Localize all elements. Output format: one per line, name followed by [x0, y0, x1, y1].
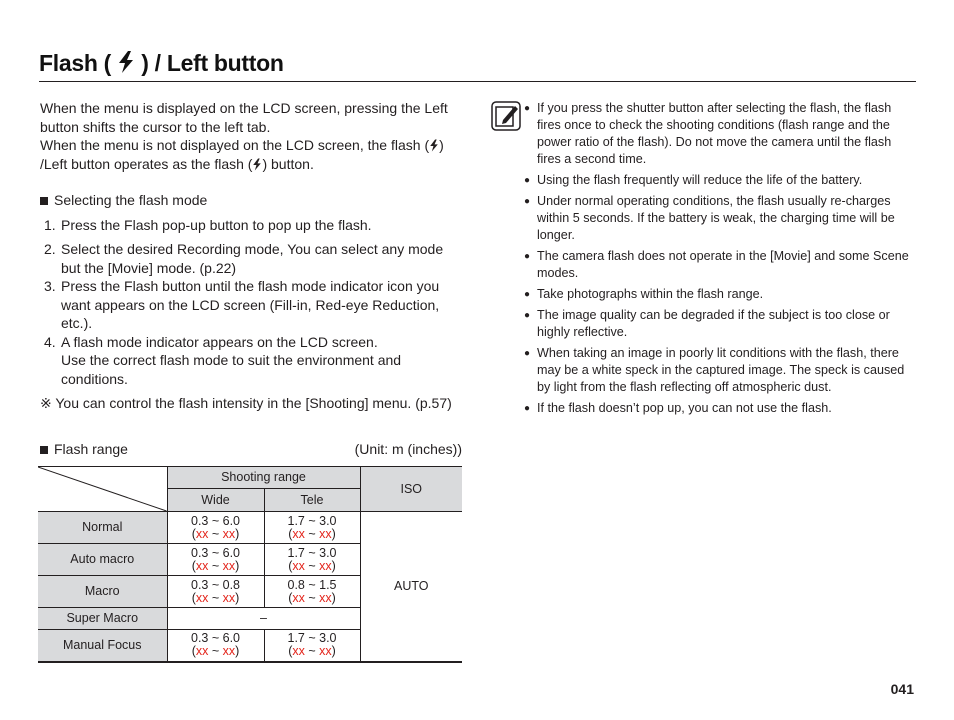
note-item: ● If you press the shutter button after selecting the flash, the flash fires once to check the shooting conditions (flash range and the power ratio of the flash). Do not move the camera until the flash fires a second time.: [524, 100, 916, 168]
tele-value: 1.7 ~ 3.0 (xx ~ xx): [264, 512, 360, 544]
iso-value: AUTO: [360, 512, 462, 662]
square-bullet-icon: [40, 446, 48, 454]
table-row: [38, 512, 462, 544]
shooting-range-header: Shooting range: [167, 467, 360, 489]
wide-value: 0.3 ~ 6.0 (xx ~ xx): [167, 544, 264, 576]
note-item: ● The camera flash does not operate in the [Movie] and some Scene modes.: [524, 248, 916, 282]
tele-header: Tele: [264, 489, 360, 512]
mode-name: Super Macro: [38, 608, 167, 630]
corner-cell: [38, 467, 167, 512]
step-subnote: Use the correct flash mode to suit the environment and conditions.: [61, 352, 402, 387]
page-number: 041: [890, 681, 914, 697]
note-item: ● If the flash doesn’t pop up, you can not use the flash.: [524, 400, 916, 417]
flash-range-heading: Flash range (Unit: m (inches)): [40, 441, 462, 457]
wide-value: 0.3 ~ 6.0 (xx ~ xx): [167, 630, 264, 662]
note-item: ● Take photographs within the flash range.: [524, 286, 916, 303]
tele-value: 0.8 ~ 1.5 (xx ~ xx): [264, 576, 360, 608]
note-item: ● Using the flash frequently will reduce the life of the battery.: [524, 172, 916, 189]
mode-name: Manual Focus: [38, 630, 167, 662]
page-title: Flash ( ) / Left button: [39, 50, 284, 76]
mode-name: Macro: [38, 576, 167, 608]
step-item: 1. Press the Flash pop-up button to pop up the flash.: [44, 216, 372, 233]
mode-name: Normal: [38, 512, 167, 544]
iso-header: ISO: [360, 467, 462, 512]
mode-heading: Selecting the flash mode: [40, 191, 462, 210]
flash-icon: [117, 50, 135, 74]
flash-icon: [429, 139, 439, 152]
notes-list: [524, 100, 916, 421]
flash-intensity-note: ※ You can control the flash intensity in the [Shooting] menu. (p.57): [40, 395, 452, 411]
square-bullet-icon: [40, 197, 48, 205]
note-item: ● When taking an image in poorly lit conditions with the flash, there may be a white speck in the captured image. The speck is caused by light from the flash reflecting off atmospheric dust.: [524, 345, 916, 396]
not-available-value: –: [167, 608, 360, 630]
intro-paragraph-2: When the menu is not displayed on the LCD screen, the flash ( ) /Left button operates as the flash ( ) button.: [40, 137, 444, 172]
step-item: 2. Select the desired Recording mode, You can select any mode but the [Movie] mode. (p.22): [44, 241, 444, 276]
tele-value: 1.7 ~ 3.0 (xx ~ xx): [264, 544, 360, 576]
left-column: [40, 99, 462, 413]
note-pencil-icon: [491, 101, 521, 131]
intro-paragraph-1: When the menu is displayed on the LCD screen, pressing the Left button shifts the cursor to the left tab.: [40, 100, 448, 135]
note-item: ● The image quality can be degraded if the subject is too close or highly reflective.: [524, 307, 916, 341]
step-item: 3. Press the Flash button until the flash mode indicator icon you want appears on the LCD screen (Fill-in, Red-eye Reduction, etc.).: [44, 278, 440, 331]
flash-range-table: [38, 466, 462, 663]
flash-icon: [252, 158, 262, 171]
step-item: 4. A flash mode indicator appears on the LCD screen. Use the correct flash mode to suit the environment and conditions.: [40, 333, 462, 389]
wide-header: Wide: [167, 489, 264, 512]
title-divider: [39, 81, 916, 82]
note-item: ● Under normal operating conditions, the flash usually re-charges within 5 seconds. If the battery is weak, the charging time will be longer.: [524, 193, 916, 244]
wide-value: 0.3 ~ 0.8 (xx ~ xx): [167, 576, 264, 608]
wide-value: 0.3 ~ 6.0 (xx ~ xx): [167, 512, 264, 544]
mode-steps: [40, 216, 462, 389]
unit-label: (Unit: m (inches)): [354, 441, 462, 457]
mode-name: Auto macro: [38, 544, 167, 576]
tele-value: 1.7 ~ 3.0 (xx ~ xx): [264, 630, 360, 662]
